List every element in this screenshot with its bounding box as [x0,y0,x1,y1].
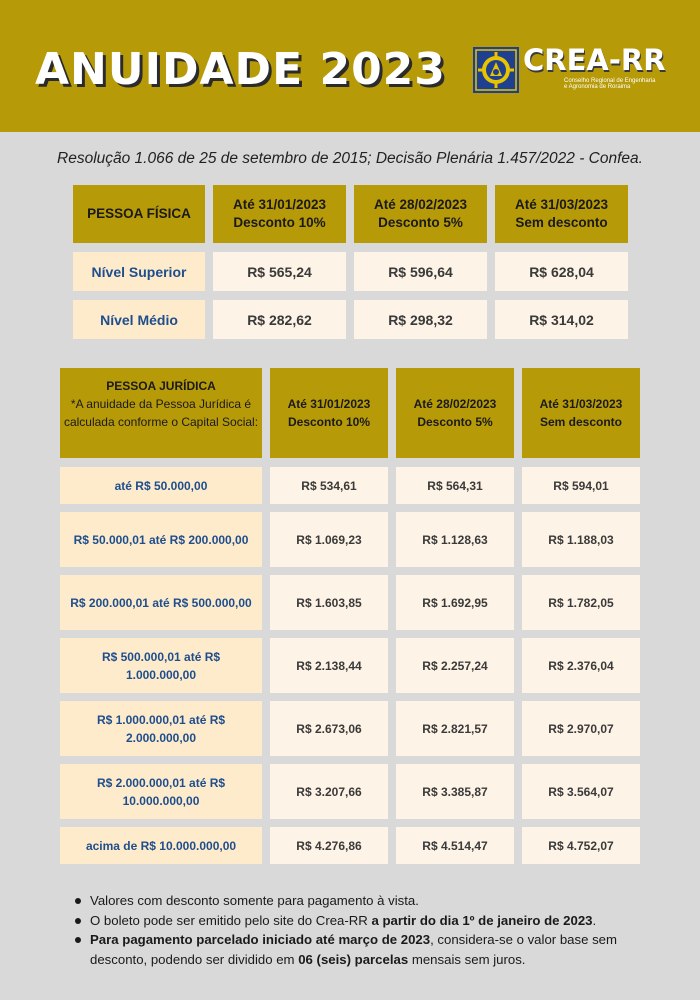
pj-table-title: PESSOA JURÍDICA [106,379,216,393]
pf-col-header-3-line1: Até 31/03/2023 [514,197,609,212]
pj-table-note: *A anuidade da Pessoa Jurídica é calculada conforme o Capital Social: [63,397,259,429]
pj-col-header-2-line1: Até 28/02/2023 [413,397,497,411]
note-2-bold: a partir do dia 1º de janeiro de 2023 [371,912,593,928]
pj-row-label: R$ 200.000,01 até R$ 500.000,00 [60,575,262,630]
pf-col-header-2 [354,185,487,243]
logo-subtitle [564,78,655,90]
pj-col-header-3-line1: Até 31/03/2023 [539,397,623,411]
page-title: ANUIDADE 2023 [35,44,446,95]
pj-row-value: R$ 2.376,04 [522,638,640,693]
pf-row-value: R$ 282,62 [213,300,346,339]
pj-row-value: R$ 534,61 [270,467,388,504]
note-2-text: O boleto pode ser emitido pelo site do Crea-RR [90,912,372,928]
logo-subtitle-line2: e Agronomia de Roraima [564,84,631,90]
notes-list [90,891,650,969]
pf-row-label: Nível Superior [73,252,205,291]
pf-col-header-1-line2: Desconto 10% [233,215,326,230]
pf-table-header: PESSOA FÍSICA [73,185,205,243]
pf-row-value: R$ 596,64 [354,252,487,291]
pj-row-value: R$ 1.603,85 [270,575,388,630]
pj-row-value: R$ 4.752,07 [522,827,640,864]
crea-emblem-icon [473,47,519,93]
pf-row-value: R$ 628,04 [495,252,628,291]
note-2-end: . [592,912,597,928]
note-3-text-2: mensais sem juros. [408,951,526,967]
pj-row-value: R$ 2.673,06 [270,701,388,756]
pj-row-label: R$ 1.000.000,01 até R$ 2.000.000,00 [60,701,262,756]
note-3-text-1: , considera-se o valor base sem desconto, podendo ser dividido em [90,932,618,967]
pj-row-value: R$ 4.514,47 [396,827,514,864]
pf-row-label: Nível Médio [73,300,205,339]
pj-col-header-1-line1: Até 31/01/2023 [287,397,371,411]
pj-row-value: R$ 3.207,66 [270,764,388,819]
pf-row-value: R$ 298,32 [354,300,487,339]
pj-row-label: R$ 50.000,01 até R$ 200.000,00 [60,512,262,567]
note-item [90,891,650,911]
pf-col-header-2-line2: Desconto 5% [378,215,463,230]
note-3-bold-2: 06 (seis) parcelas [298,951,409,967]
pj-row-value: R$ 594,01 [522,467,640,504]
resolution-text: Resolução 1.066 de 25 de setembro de 2015; Decisão Plenária 1.457/2022 - Confea. [57,150,643,167]
pj-row-value: R$ 3.564,07 [522,764,640,819]
pj-row-label: acima de R$ 10.000.000,00 [60,827,262,864]
pj-col-header-3-line2: Sem desconto [539,415,623,429]
pj-table-header [60,368,262,458]
pj-row-value: R$ 1.069,23 [270,512,388,567]
pj-row-value: R$ 1.128,63 [396,512,514,567]
pf-row-value: R$ 314,02 [495,300,628,339]
pj-row-value: R$ 2.138,44 [270,638,388,693]
pj-row-value: R$ 2.970,07 [522,701,640,756]
pf-col-header-1 [213,185,346,243]
pj-row-label: R$ 500.000,01 até R$ 1.000.000,00 [60,638,262,693]
pj-col-header-1-line2: Desconto 10% [287,415,371,429]
pj-row-value: R$ 1.782,05 [522,575,640,630]
pj-col-header-1 [270,368,388,458]
note-item [90,930,650,969]
note-3-bold-1: Para pagamento parcelado iniciado até março de 2023 [90,932,431,947]
pj-col-header-2 [396,368,514,458]
note-item [90,911,650,931]
pf-col-header-3-line2: Sem desconto [515,215,608,230]
pj-row-value: R$ 2.821,57 [396,701,514,756]
pj-col-header-3 [522,368,640,458]
pj-row-value: R$ 1.692,95 [396,575,514,630]
pf-col-header-3 [495,185,628,243]
pf-col-header-2-line1: Até 28/02/2023 [373,197,468,212]
pj-row-label: R$ 2.000.000,01 até R$ 10.000.000,00 [60,764,262,819]
pj-col-header-2-line2: Desconto 5% [417,415,493,429]
pj-row-value: R$ 564,31 [396,467,514,504]
pf-row-value: R$ 565,24 [213,252,346,291]
pj-row-label: até R$ 50.000,00 [60,467,262,504]
pf-col-header-1-line1: Até 31/01/2023 [232,197,327,212]
note-1-text: Valores com desconto somente para pagamento à vista. [90,893,419,908]
logo-subtitle-line1: Conselho Regional de Engenharia [564,78,656,84]
pj-row-value: R$ 3.385,87 [396,764,514,819]
pj-row-value: R$ 1.188,03 [522,512,640,567]
pj-row-value: R$ 2.257,24 [396,638,514,693]
logo-name: CREA-RR [523,43,666,77]
pj-row-value: R$ 4.276,86 [270,827,388,864]
